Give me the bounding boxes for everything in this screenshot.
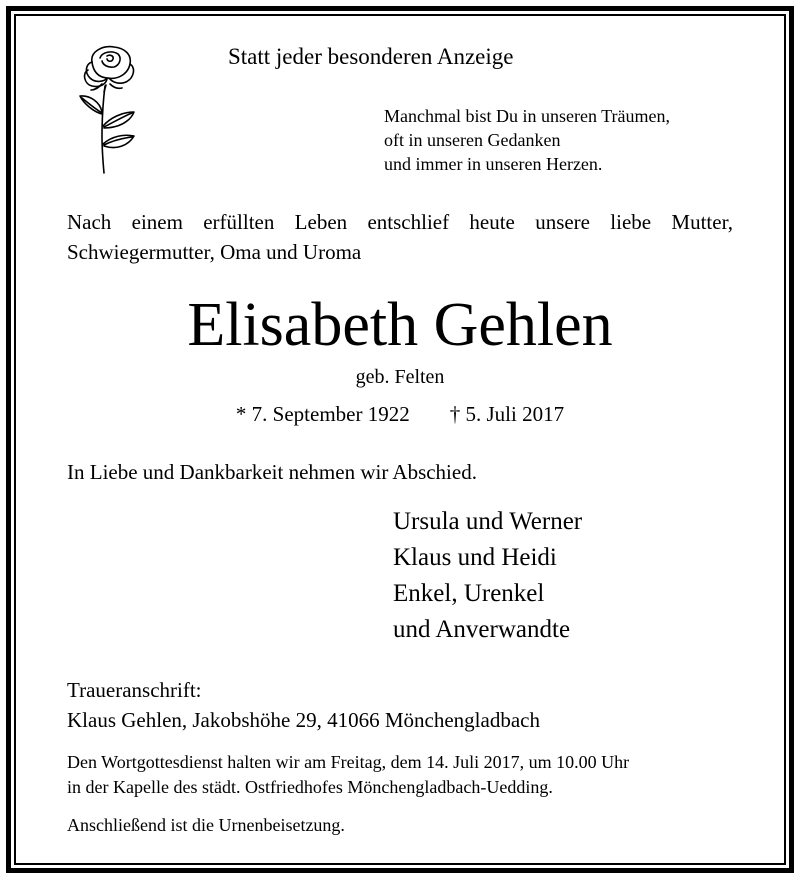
quote-line: oft in unseren Gedanken <box>384 130 561 150</box>
family-member: Enkel, Urenkel <box>393 580 545 607</box>
address-label: Traueranschrift: <box>67 678 202 702</box>
announcement-heading: Statt jeder besonderen Anzeige <box>228 44 514 69</box>
maiden-name: geb. Felten <box>355 366 445 388</box>
urn-burial-note: Anschließend ist die Urnenbeisetzung. <box>67 815 345 835</box>
intro-paragraph <box>67 207 733 267</box>
deceased-name: Elisabeth Gehlen <box>187 291 613 359</box>
service-notice <box>67 750 629 800</box>
rose-icon <box>62 40 162 176</box>
intro-line: Nach einem erfüllten Leben entschlief heute unsere liebe Mutter, <box>67 210 733 234</box>
intro-line: Schwiegermutter, Oma und Uroma <box>67 240 362 264</box>
life-dates <box>0 402 800 427</box>
quote-line: Manchmal bist Du in unseren Träumen, <box>384 106 670 126</box>
family-member: und Anverwandte <box>393 616 571 643</box>
service-line: Den Wortgottesdienst halten wir am Freitag, dem 14. Juli 2017, um 10.00 Uhr <box>67 752 630 772</box>
family-member: Klaus und Heidi <box>393 544 557 571</box>
mourning-address <box>67 675 540 735</box>
memorial-quote <box>384 104 670 176</box>
service-line: in der Kapelle des städt. Ostfriedhofes Mönchengladbach-Uedding. <box>67 777 553 797</box>
address-value: Klaus Gehlen, Jakobshöhe 29, 41066 Mönchengladbach <box>67 708 540 732</box>
birth-date: * 7. September 1922 <box>235 402 410 426</box>
quote-line: und immer in unseren Herzen. <box>384 154 603 174</box>
death-date: † 5. Juli 2017 <box>449 402 565 426</box>
farewell-line: In Liebe und Dankbarkeit nehmen wir Abschied. <box>67 460 477 484</box>
family-member: Ursula und Werner <box>393 508 583 535</box>
family-list <box>393 504 582 648</box>
